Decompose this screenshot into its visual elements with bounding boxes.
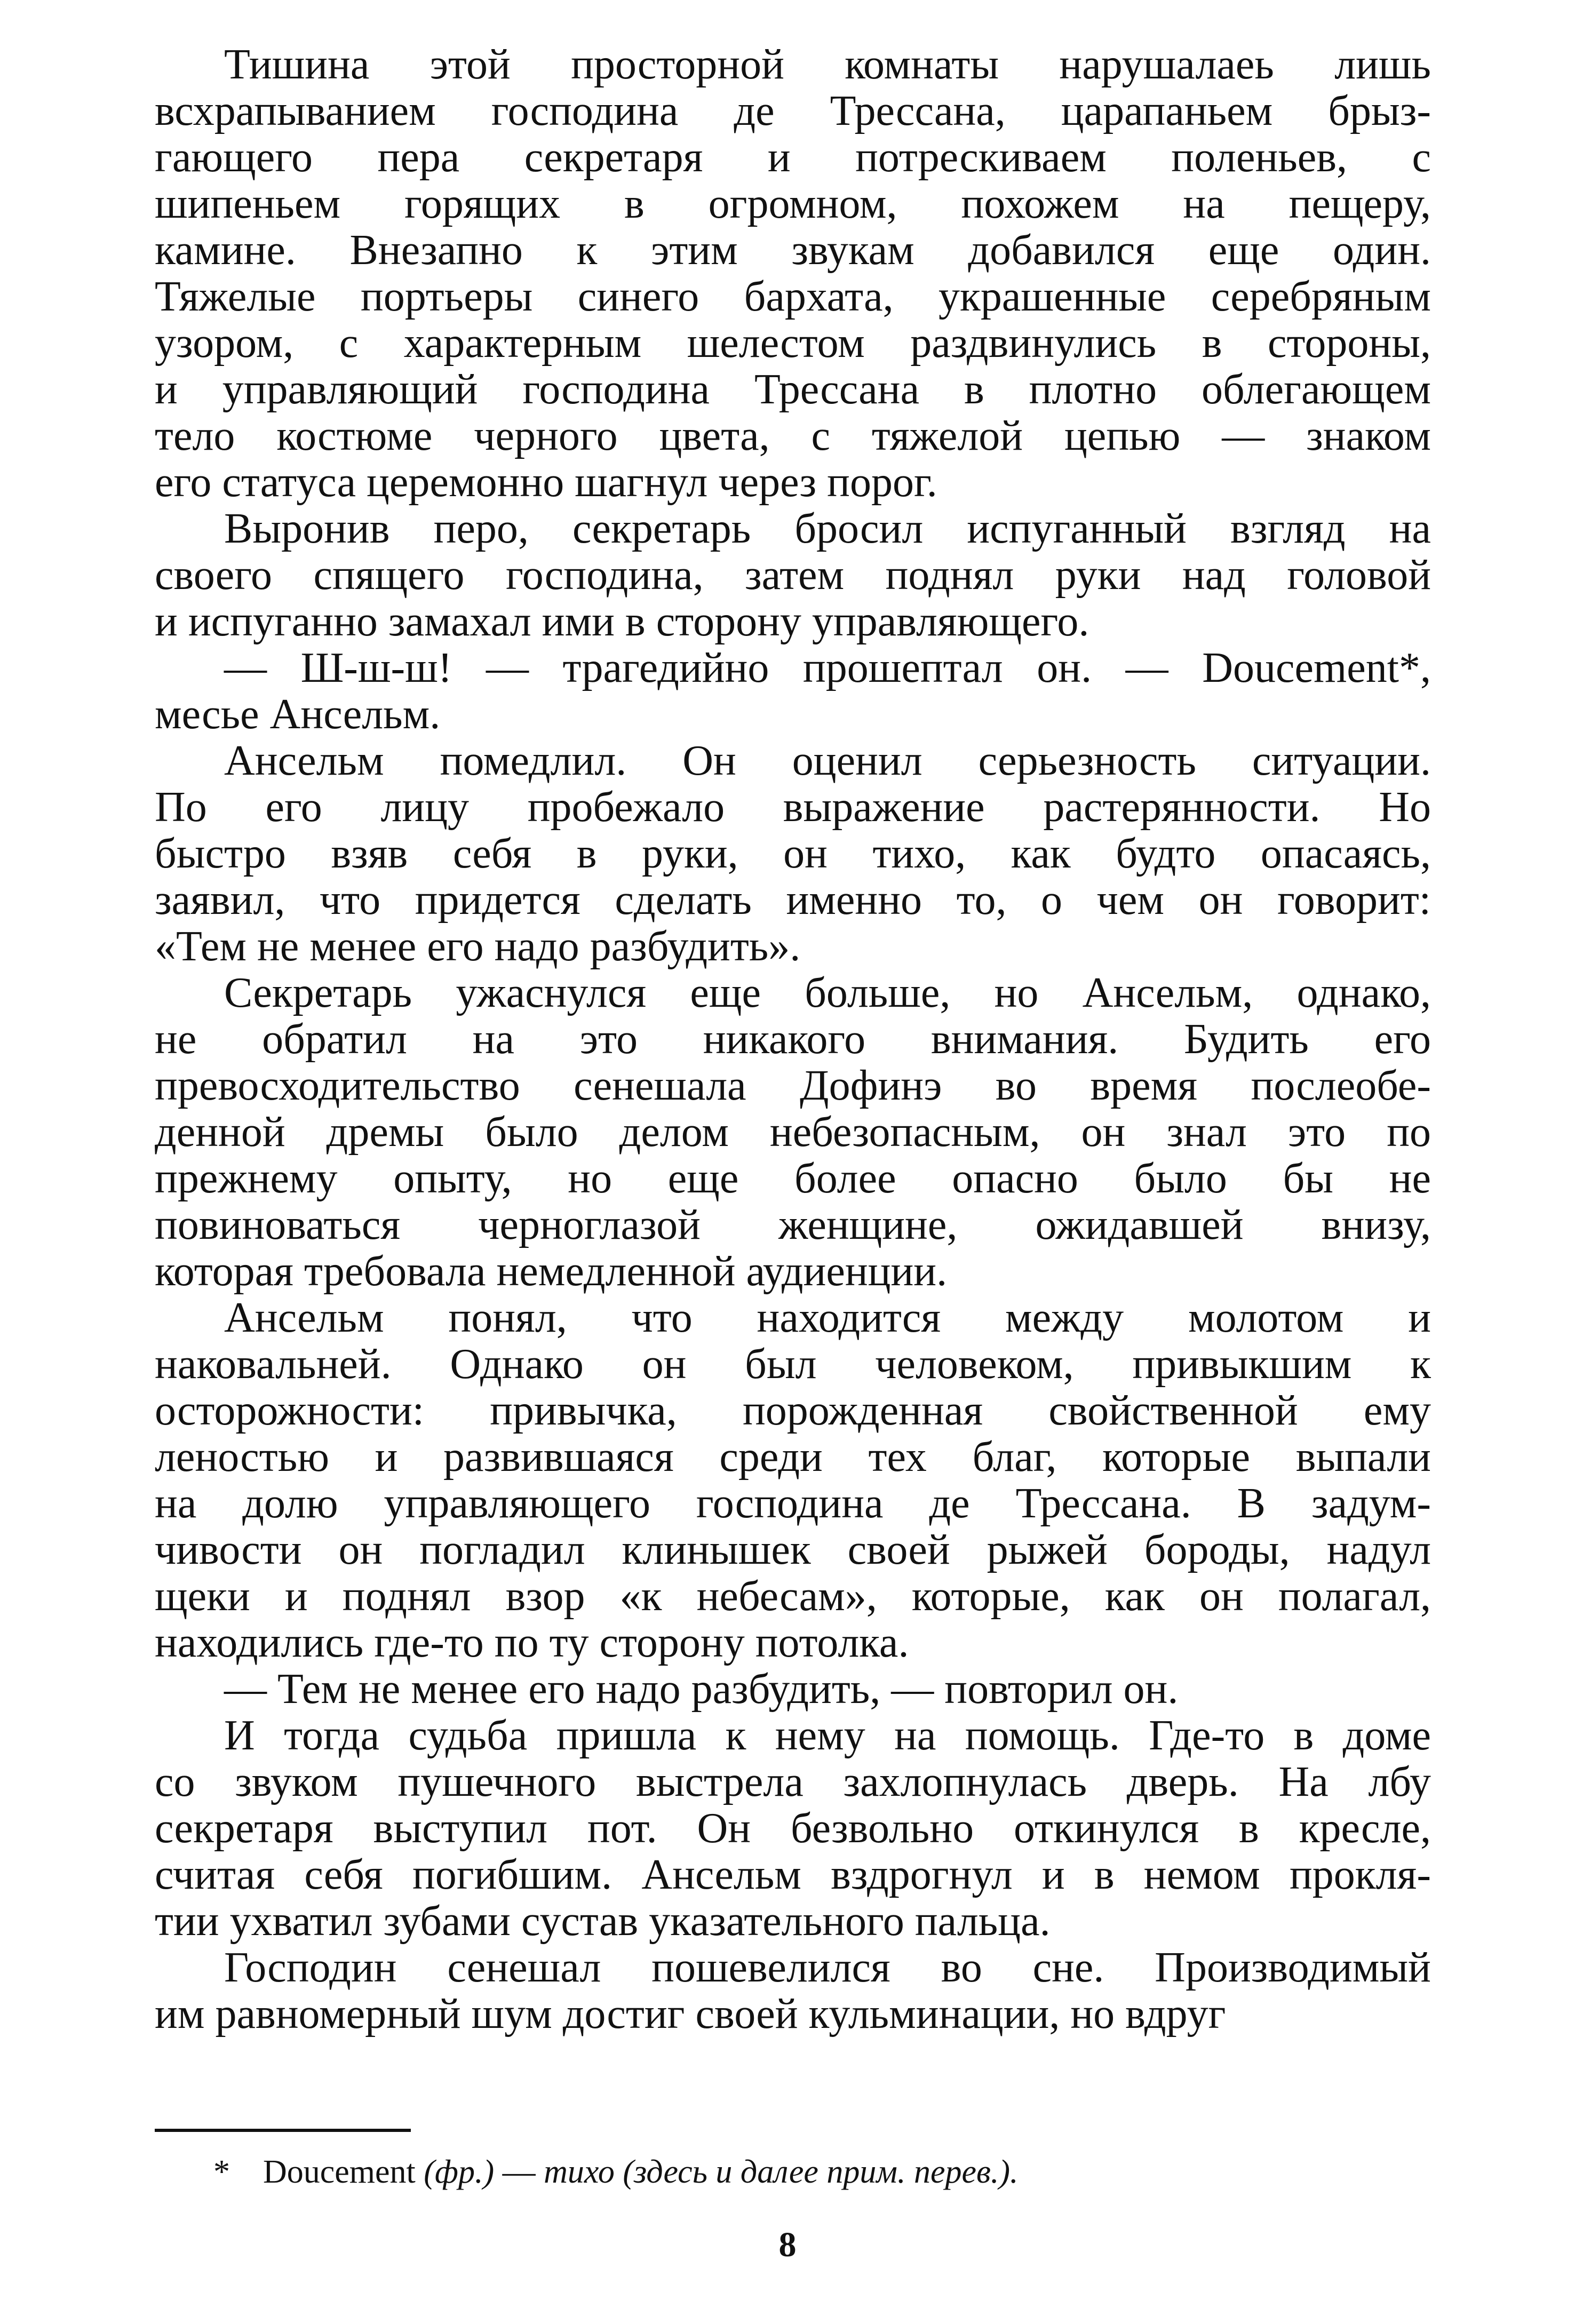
paragraph [155, 970, 1431, 1295]
text-line: Тяжелые портьеры синего бархата, украшенные серебряным [155, 273, 1431, 320]
text-line: прежнему опыту, но еще более опасно было бы не [155, 1155, 1431, 1202]
footnote [213, 2153, 1387, 2191]
text-line: им равномерный шум достиг своей кульминации, но вдруг [155, 1991, 1226, 2038]
text-line: Ансельм помедлил. Он оценил серьезность ситуации. [224, 737, 1431, 784]
text-line: Секретарь ужаснулся еще больше, но Ансельм, однако, [224, 969, 1431, 1016]
text-line: Тишина этой просторной комнаты нарушалаеь лишь [224, 41, 1431, 88]
paragraph [155, 42, 1431, 506]
footnote-note: (здесь и далее прим. перев.). [623, 2154, 1019, 2190]
text-line: чивости он погладил клинышек своей рыжей бороды, надул [155, 1526, 1431, 1573]
text-line: Ансельм понял, что находится между молотом и [224, 1294, 1431, 1341]
text-line: которая требовала немедленной аудиенции. [155, 1248, 948, 1295]
paragraph [155, 1713, 1431, 1945]
text-line: со звуком пушечного выстрела захлопнулась дверь. На лбу [155, 1758, 1431, 1805]
footnote-term: Doucement [263, 2154, 416, 2190]
text-line: тело костюме черного цвета, с тяжелой цепью — знаком [155, 412, 1431, 459]
paragraph [155, 1295, 1431, 1666]
text-line: всхрапыванием господина де Трессана, царапаньем брыз- [155, 87, 1431, 134]
text-line: считая себя погибшим. Ансельм вздрогнул и в немом прокля- [155, 1851, 1431, 1898]
text-line: секретаря выступил пот. Он безвольно откинулся в кресле, [155, 1805, 1431, 1852]
text-line: «Тем не менее его надо разбудить». [155, 923, 801, 970]
text-line: Выронив перо, секретарь бросил испуганный взгляд на [224, 505, 1431, 552]
text-line: шипеньем горящих в огромном, похожем на пещеру, [155, 180, 1431, 227]
text-line: осторожности: привычка, порожденная свойственной ему [155, 1387, 1431, 1434]
footnote-translation: тихо [544, 2154, 615, 2190]
text-line: на долю управляющего господина де Трессана. В задум- [155, 1480, 1431, 1527]
paragraph [155, 1666, 1431, 1713]
footnote-marker: * [213, 2154, 230, 2190]
text-line: узором, с характерным шелестом раздвинулись в стороны, [155, 320, 1431, 367]
text-line: Господин сенешал пошевелился во сне. Производимый [224, 1944, 1431, 1991]
text-line: И тогда судьба пришла к нему на помощь. Где-то в доме [224, 1712, 1431, 1759]
text-line: месье Ансельм. [155, 691, 441, 738]
text-line: находились где-то по ту сторону потолка. [155, 1619, 909, 1666]
text-line: быстро взяв себя в руки, он тихо, как будто опасаясь, [155, 830, 1431, 877]
text-line: леностью и развившаяся среди тех благ, которые выпали [155, 1434, 1431, 1481]
text-line: — Тем не менее его надо разбудить, — повторил он. [224, 1666, 1179, 1713]
text-line: По его лицу пробежало выражение растерянности. Но [155, 784, 1431, 831]
text-line: денной дремы было делом небезопасным, он знал это по [155, 1109, 1431, 1156]
footnote-dash: — [502, 2154, 536, 2190]
text-line: наковальней. Однако он был человеком, привыкшим к [155, 1341, 1431, 1388]
paragraph [155, 506, 1431, 645]
paragraph [155, 1945, 1431, 2038]
text-line: щеки и поднял взор «к небесам», которые, как он полагал, [155, 1573, 1431, 1620]
footnote-divider [155, 2129, 411, 2132]
text-line: своего спящего господина, затем поднял руки над головой [155, 552, 1431, 599]
footnote-lang: (фр.) [424, 2154, 495, 2190]
text-line: превосходительство сенешала Дофинэ во время послеобе- [155, 1062, 1431, 1109]
text-line: его статуса церемонно шагнул через порог. [155, 459, 937, 506]
text-line: тии ухватил зубами сустав указательного пальца. [155, 1898, 1051, 1945]
text-line: не обратил на это никакого внимания. Будить его [155, 1016, 1431, 1063]
text-line: и испуганно замахал ими в сторону управляющего. [155, 598, 1089, 645]
page-number: 8 [778, 2225, 797, 2264]
text-line: камине. Внезапно к этим звукам добавился еще один. [155, 227, 1431, 274]
text-line: и управляющий господина Трессана в плотно облегающем [155, 366, 1431, 413]
text-line: — Ш-ш-ш! — трагедийно прошептал он. — Doucement*, [224, 644, 1431, 691]
body-text [155, 42, 1431, 2038]
paragraph [155, 645, 1431, 738]
text-line: заявил, что придется сделать именно то, о чем он говорит: [155, 877, 1431, 924]
paragraph [155, 738, 1431, 970]
text-line: гающего пера секретаря и потрескиваем поленьев, с [155, 134, 1431, 181]
text-line: повиноваться черноглазой женщине, ожидавшей внизу, [155, 1201, 1431, 1248]
